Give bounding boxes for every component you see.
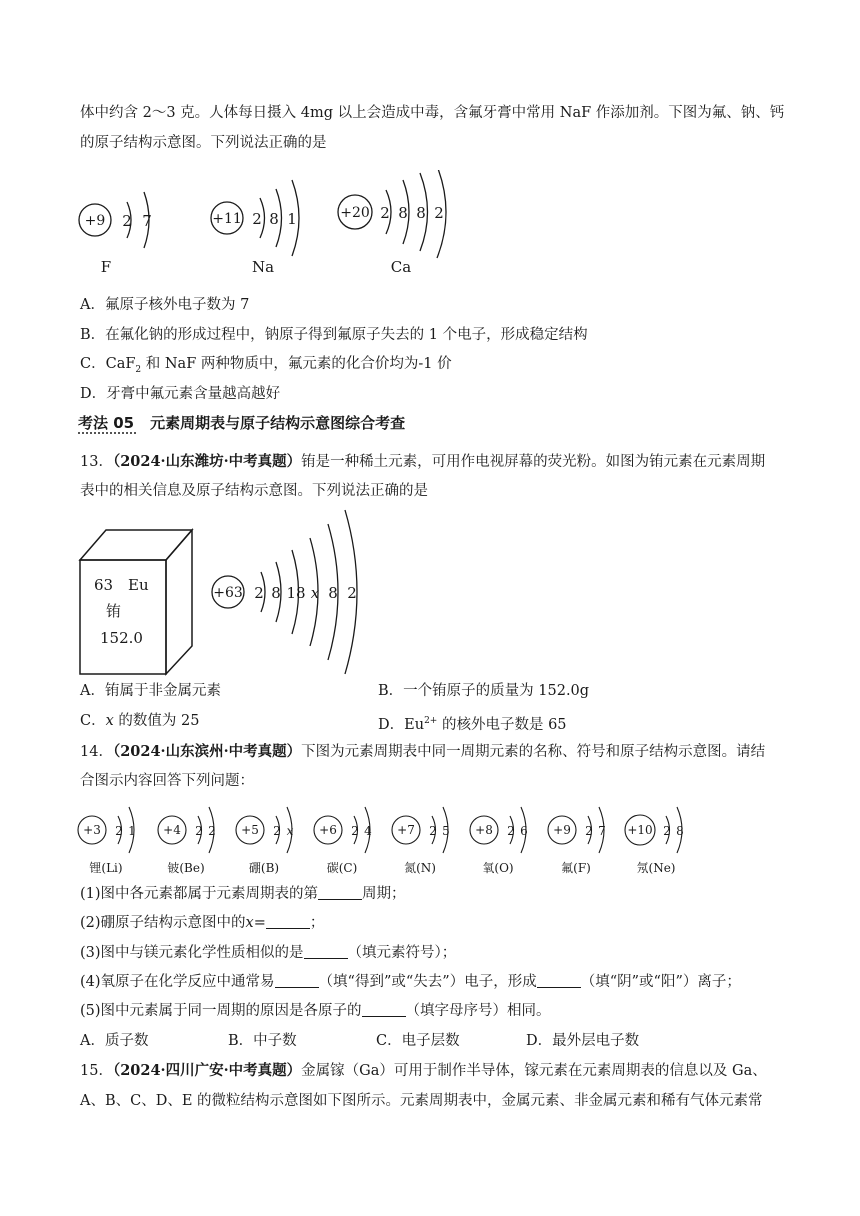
q12-option-b: B．在氟化钠的形成过程中，钠原子得到氟原子失去的 1 个电子，形成稳定结构 — [80, 327, 588, 343]
atomic-number: 63 — [94, 576, 114, 594]
section-title: 元素周期表与原子结构示意图综合考查 — [150, 414, 406, 432]
q14-text-line-2: 合图示内容回答下列问题： — [80, 773, 254, 789]
shell-electrons: 6 — [520, 824, 528, 838]
shell-electrons: 8 — [269, 210, 279, 228]
nucleus-charge: +20 — [340, 205, 370, 221]
shell-electrons: 2 — [663, 824, 671, 838]
shell-electrons: 2 — [195, 824, 203, 838]
element-label: Ca — [390, 258, 412, 276]
q12-option-c: C．CaF$_2$ 和 NaF 两种物质中，氟元素的化合价均为-1 价 — [80, 356, 452, 375]
shell-electrons: 2 — [585, 824, 593, 838]
nucleus-charge: +10 — [627, 823, 653, 837]
nucleus-charge: +9 — [553, 823, 571, 837]
shell-electrons: 1 — [128, 824, 136, 838]
shell-electrons: x — [286, 824, 294, 838]
atom-lithium — [78, 807, 136, 875]
shell-electrons: 5 — [442, 824, 450, 838]
shell-electrons: 2 — [115, 824, 123, 838]
element-symbol: Eu — [128, 576, 149, 594]
element-label: 锂(Li) — [89, 861, 123, 875]
intro-line-2: 的原子结构示意图。下列说法正确的是 — [80, 135, 327, 151]
nucleus-charge: +8 — [475, 823, 493, 837]
shell-electrons: 2 — [507, 824, 515, 838]
nucleus-charge: +6 — [319, 823, 337, 837]
q12-option-a: A．氟原子核外电子数为 7 — [80, 297, 250, 313]
answer-blank[interactable] — [318, 885, 362, 900]
shell-electrons: 2 — [347, 584, 357, 602]
shell-electrons: 2 — [380, 204, 390, 222]
q15-text-line-1: 15．（2024·四川广安·中考真题）金属镓（Ga）可用于制作半导体，镓元素在元素周期表的信息以及 Ga、 — [80, 1062, 767, 1079]
element-label: 氮(N) — [404, 861, 436, 875]
nucleus-charge: +4 — [163, 823, 181, 837]
nucleus-charge: +9 — [84, 213, 106, 229]
europium-diagram — [78, 508, 378, 678]
q14-sub5: (5)图中元素属于同一周期的原因是各原子的 （填字母序号）相同。 — [80, 1003, 551, 1019]
intro-line-1: 体中约含 2～3 克。人体每日摄入 4mg 以上会造成中毒，含氟牙膏中常用 NaF 作添加剂。下图为氟、钠、钙 — [80, 105, 785, 121]
q15-source: （2024·四川广安·中考真题） — [112, 1062, 302, 1079]
q13-source: （2024·山东潍坊·中考真题） — [112, 453, 302, 470]
shell-electrons: 7 — [598, 824, 606, 838]
element-label: 硼(B) — [248, 861, 280, 875]
atom-sodium — [211, 180, 299, 276]
atom-carbon — [314, 807, 372, 875]
atom-fluorine-small — [548, 807, 606, 875]
shell-electrons: 2 — [254, 584, 264, 602]
atom-boron — [236, 807, 294, 875]
atom-calcium — [338, 170, 446, 276]
shell-electrons: 8 — [398, 204, 408, 222]
q14-option-c: C．电子层数 — [376, 1033, 460, 1049]
shell-electrons: 8 — [328, 584, 338, 602]
shell-electrons: 1 — [287, 210, 297, 228]
q14-sub3: (3)图中与镁元素化学性质相似的是 （填元素符号）； — [80, 945, 457, 961]
q14-sub1: (1)图中各元素都属于元素周期表的第 周期； — [80, 886, 406, 902]
atom-neon — [625, 807, 684, 875]
q12-option-d: D．牙膏中氟元素含量越高越好 — [80, 386, 281, 402]
atom-beryllium — [158, 807, 216, 875]
shell-electrons: 8 — [416, 204, 426, 222]
answer-blank[interactable] — [266, 914, 310, 929]
shell-electrons: 8 — [271, 584, 281, 602]
shell-electrons: x — [310, 584, 320, 602]
shell-electrons: 2 — [429, 824, 437, 838]
q14-option-a: A．质子数 — [80, 1033, 149, 1049]
element-label: 氧(O) — [482, 861, 514, 875]
q14-source: （2024·山东滨州·中考真题） — [112, 743, 302, 760]
q13-option-b: B．一个铕原子的质量为 152.0g — [378, 683, 590, 699]
shell-electrons: 2 — [351, 824, 359, 838]
answer-blank[interactable] — [275, 973, 319, 988]
q14-sub4: (4)氧原子在化学反应中通常易 （填“得到”或“失去”）电子，形成 （填“阴”或“阳”）离子； — [80, 974, 741, 990]
q13-option-d: D．$Eu^{2+}$ 的核外电子数是 65 — [378, 716, 567, 733]
answer-blank[interactable] — [304, 944, 348, 959]
element-label: 氖(Ne) — [636, 861, 676, 875]
element-label: F — [100, 258, 112, 276]
atomic-mass: 152.0 — [100, 629, 143, 647]
period2-atom-diagrams — [74, 796, 714, 876]
answer-blank[interactable] — [537, 973, 581, 988]
q13-text-line-2: 表中的相关信息及原子结构示意图。下列说法正确的是 — [80, 483, 428, 499]
q13-text-line-1: 13．（2024·山东潍坊·中考真题）铕是一种稀土元素，可用作电视屏幕的荧光粉。如图为铕元素在元素周期 — [80, 453, 766, 470]
element-label: 氟(F) — [561, 861, 591, 875]
shell-electrons: 2 — [273, 824, 281, 838]
shell-electrons: 2 — [122, 212, 132, 230]
shell-electrons: 8 — [676, 824, 684, 838]
element-label: 碳(C) — [326, 861, 358, 875]
section-heading — [78, 413, 405, 433]
q14-option-b: B．中子数 — [228, 1033, 297, 1049]
q14-text-line-1: 14．（2024·山东滨州·中考真题）下图为元素周期表中同一周期元素的名称、符号和原子结构示意图。请结 — [80, 743, 766, 760]
element-name: 铕 — [106, 602, 122, 620]
q13-option-c: C．x 的数值为 25 — [80, 713, 200, 729]
shell-electrons: 7 — [142, 212, 152, 230]
answer-blank[interactable] — [362, 1002, 406, 1017]
shell-electrons: 18 — [286, 584, 306, 602]
atom-oxygen — [470, 807, 528, 875]
q14-option-d: D．最外层电子数 — [526, 1033, 640, 1049]
q13-option-a: A．铕属于非金属元素 — [80, 683, 221, 699]
shell-electrons: 2 — [208, 824, 216, 838]
atom-fluorine — [79, 192, 152, 276]
nucleus-charge: +63 — [213, 585, 243, 601]
element-label: 铍(Be) — [167, 861, 205, 875]
shell-electrons: 4 — [364, 824, 372, 838]
nucleus-charge: +11 — [212, 211, 242, 227]
nucleus-charge: +3 — [83, 823, 101, 837]
q15-text-line-2: A、B、C、D、E 的微粒结构示意图如下图所示。元素周期表中，金属元素、非金属元素和稀有气体元素常 — [80, 1093, 763, 1109]
section-number: 考法 05 — [78, 414, 135, 432]
shell-electrons: 2 — [252, 210, 262, 228]
nucleus-charge: +7 — [397, 823, 415, 837]
atom-europium — [212, 510, 357, 674]
atom-nitrogen — [392, 807, 450, 875]
shell-electrons: 2 — [434, 204, 444, 222]
atom-diagrams-q12 — [70, 170, 470, 280]
q14-sub2: (2)硼原子结构示意图中的x= ； — [80, 915, 325, 931]
periodic-table-cell — [80, 530, 192, 674]
element-label: Na — [251, 258, 275, 276]
nucleus-charge: +5 — [241, 823, 259, 837]
